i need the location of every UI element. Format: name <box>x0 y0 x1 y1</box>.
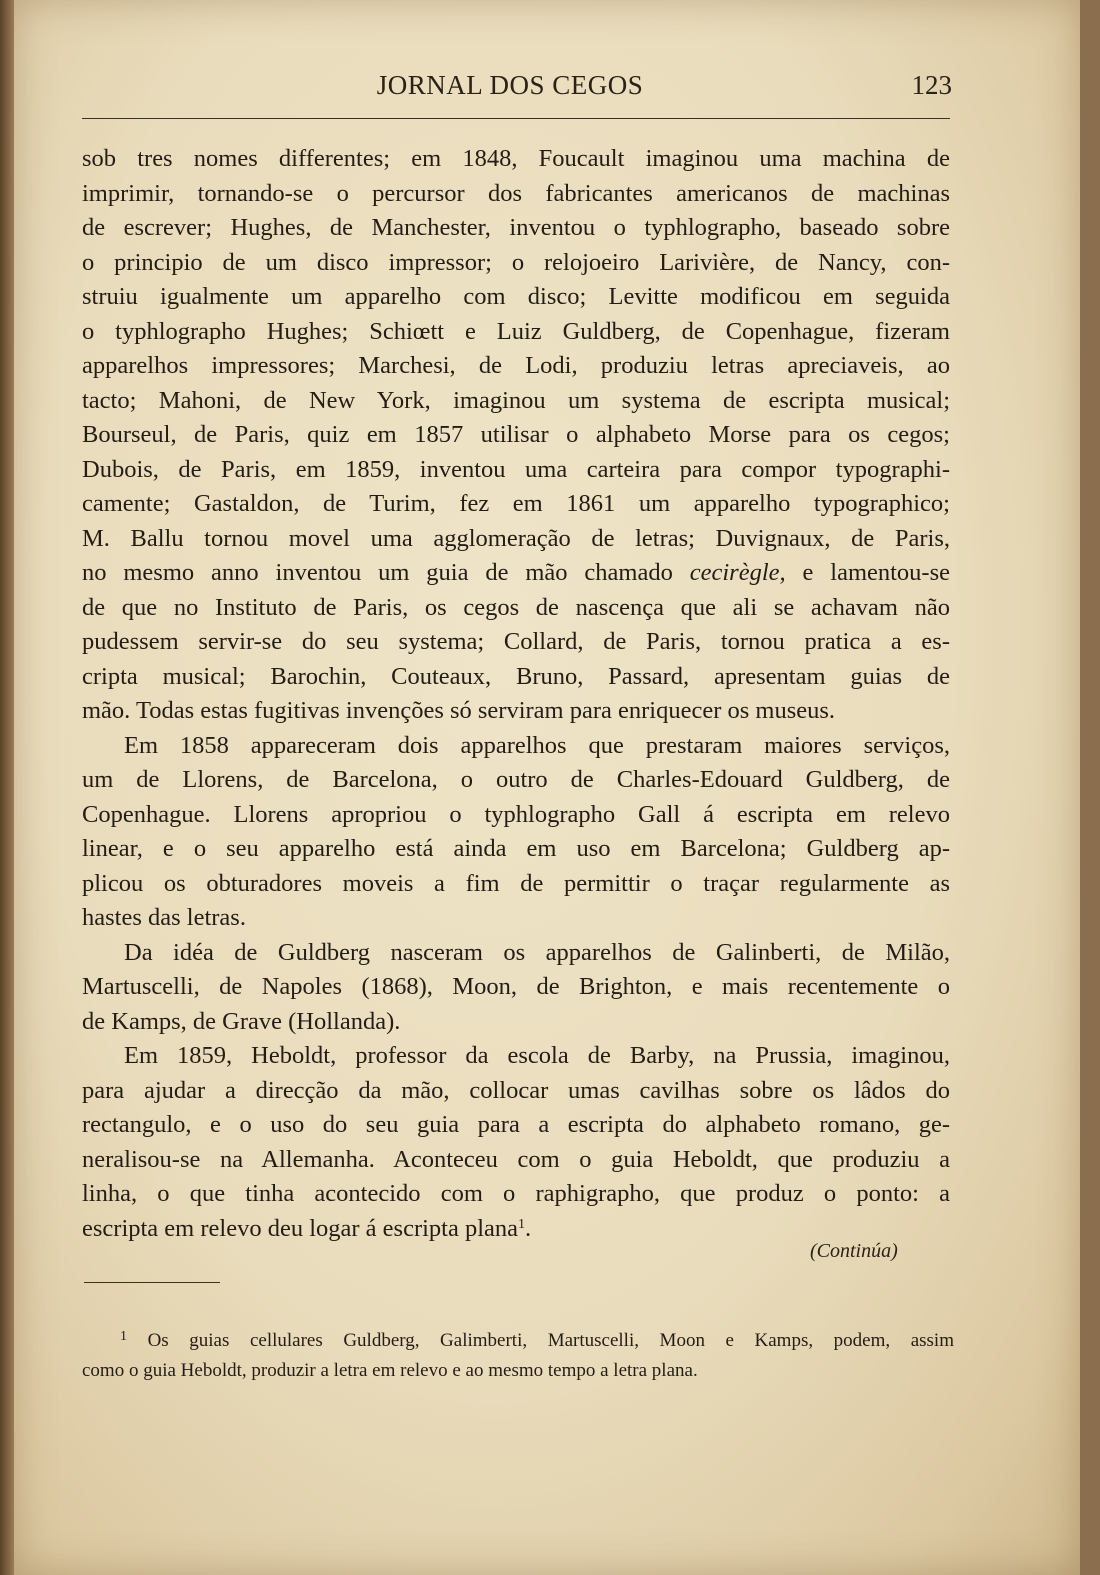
text-line: Martuscelli, de Napoles (1868), Moon, de Brighton, e mais recentemente o <box>82 973 950 1000</box>
page-number: 123 <box>911 70 952 100</box>
footnote-mark: 1 <box>120 1329 127 1344</box>
text-line: mão. Todas estas fugitivas invenções só serviram para enriquecer os museus. <box>82 697 836 724</box>
text-line: pudessem servir-se do seu systema; Collard, de Paris, tornou pratica a es- <box>82 628 950 655</box>
text-line: rectangulo, e o uso do seu guia para a escripta do alphabeto romano, ge- <box>82 1111 950 1138</box>
footnote-reference[interactable]: 1 <box>518 1216 526 1232</box>
text-line: de escrever; Hughes, de Manchester, inventou o typhlographo, baseado sobre <box>82 214 950 241</box>
text-line-with-italic <box>82 556 950 591</box>
text-line: hastes das letras. <box>82 904 246 931</box>
italic-term: cecirègle, <box>689 559 786 586</box>
text-line: linha, o que tinha acontecido com o raphigrapho, que produz o ponto: a <box>82 1180 950 1207</box>
paragraph-2 <box>82 729 950 936</box>
text-line: cripta musical; Barochin, Couteaux, Bruno, Passard, apresentam guias de <box>82 662 950 690</box>
text-segment: no mesmo anno inventou um guia de mão chamado <box>82 559 690 586</box>
text-line: um de Llorens, de Barcelona, o outro de Charles-Edouard Guldberg, de <box>82 766 950 793</box>
continued-note: (Continúa) <box>810 1240 898 1262</box>
text-segment: escripta em relevo deu logar á escripta plana <box>82 1214 519 1242</box>
paragraph-3 <box>82 936 950 1040</box>
text-line: linear, e o seu apparelho está ainda em uso em Barcelona; Guldberg ap- <box>82 835 950 862</box>
paragraph-4 <box>82 1039 950 1246</box>
text-line: apparelhos impressores; Marchesi, de Lodi, produziu letras apreciaveis, ao <box>82 352 950 379</box>
page-header <box>70 70 950 110</box>
text-line: tacto; Mahoni, de New York, imaginou um systema de escripta musical; <box>82 386 950 414</box>
text-line: de Kamps, de Grave (Hollanda). <box>82 1007 401 1035</box>
footnote-rule <box>84 1282 220 1283</box>
body-text <box>82 142 950 1246</box>
footnote-line: como o guia Heboldt, produzir a letra em relevo e ao mesmo tempo a letra plana. <box>82 1360 698 1381</box>
text-line: neralisou-se na Allemanha. Aconteceu com o guia Heboldt, que produziu a <box>82 1145 950 1173</box>
text-line: plicou os obturadores moveis a fim de permittir o traçar regularmente as <box>82 869 950 897</box>
text-line: o typhlographo Hughes; Schiœtt e Luiz Guldberg, de Copenhague, fizeram <box>82 317 950 345</box>
text-line: Dubois, de Paris, em 1859, inventou uma carteira para compor typographi- <box>82 455 950 483</box>
text-line: o principio de um disco impressor; o relojoeiro Larivière, de Nancy, con- <box>82 248 950 276</box>
text-line: escripta em relevo deu logar á escripta plana$^1$. <box>82 1214 532 1242</box>
text-line: de que no Instituto de Paris, os cegos de nascença que ali se achavam não <box>82 593 950 621</box>
text-line: sob tres nomes differentes; em 1848, Foucault imaginou uma machina de <box>82 145 950 172</box>
text-line: struiu igualmente um apparelho com disco; Levitte modificou em seguida <box>82 283 950 310</box>
page-binding-edge <box>0 0 14 1575</box>
footnote-line <box>82 1326 954 1356</box>
paragraph-1 <box>82 142 950 729</box>
text-segment: e lamentou-se <box>785 559 950 586</box>
footnote <box>82 1326 954 1386</box>
text-line: M. Ballu tornou movel uma agglomeração de letras; Duvignaux, de Paris, <box>82 524 950 552</box>
running-title: JORNAL DOS CEGOS <box>376 70 644 100</box>
text-line: para ajudar a direcção da mão, collocar umas cavilhas sobre os lâdos do <box>82 1076 950 1104</box>
header-rule <box>82 118 950 119</box>
text-line: imprimir, tornando-se o percursor dos fabricantes americanos de machinas <box>82 179 950 207</box>
footnote-text: Os guias cellulares Guldberg, Galimberti, Martuscelli, Moon e Kamps, podem, assim <box>147 1330 954 1351</box>
text-line: Em 1858 appareceram dois apparelhos que prestaram maiores serviços, <box>124 731 950 759</box>
text-line: Copenhague. Llorens apropriou o typhlographo Gall á escripta em relevo <box>82 800 950 828</box>
text-line: Em 1859, Heboldt, professor da escola de Barby, na Prussia, imaginou, <box>124 1042 950 1069</box>
text-line: camente; Gastaldon, de Turim, fez em 1861 um apparelho typographico; <box>82 490 950 517</box>
text-line: Bourseul, de Paris, quiz em 1857 utilisar o alphabeto Morse para os cegos; <box>82 421 950 448</box>
text-line: Da idéa de Guldberg nasceram os apparelhos de Galinberti, de Milão, <box>124 938 950 966</box>
